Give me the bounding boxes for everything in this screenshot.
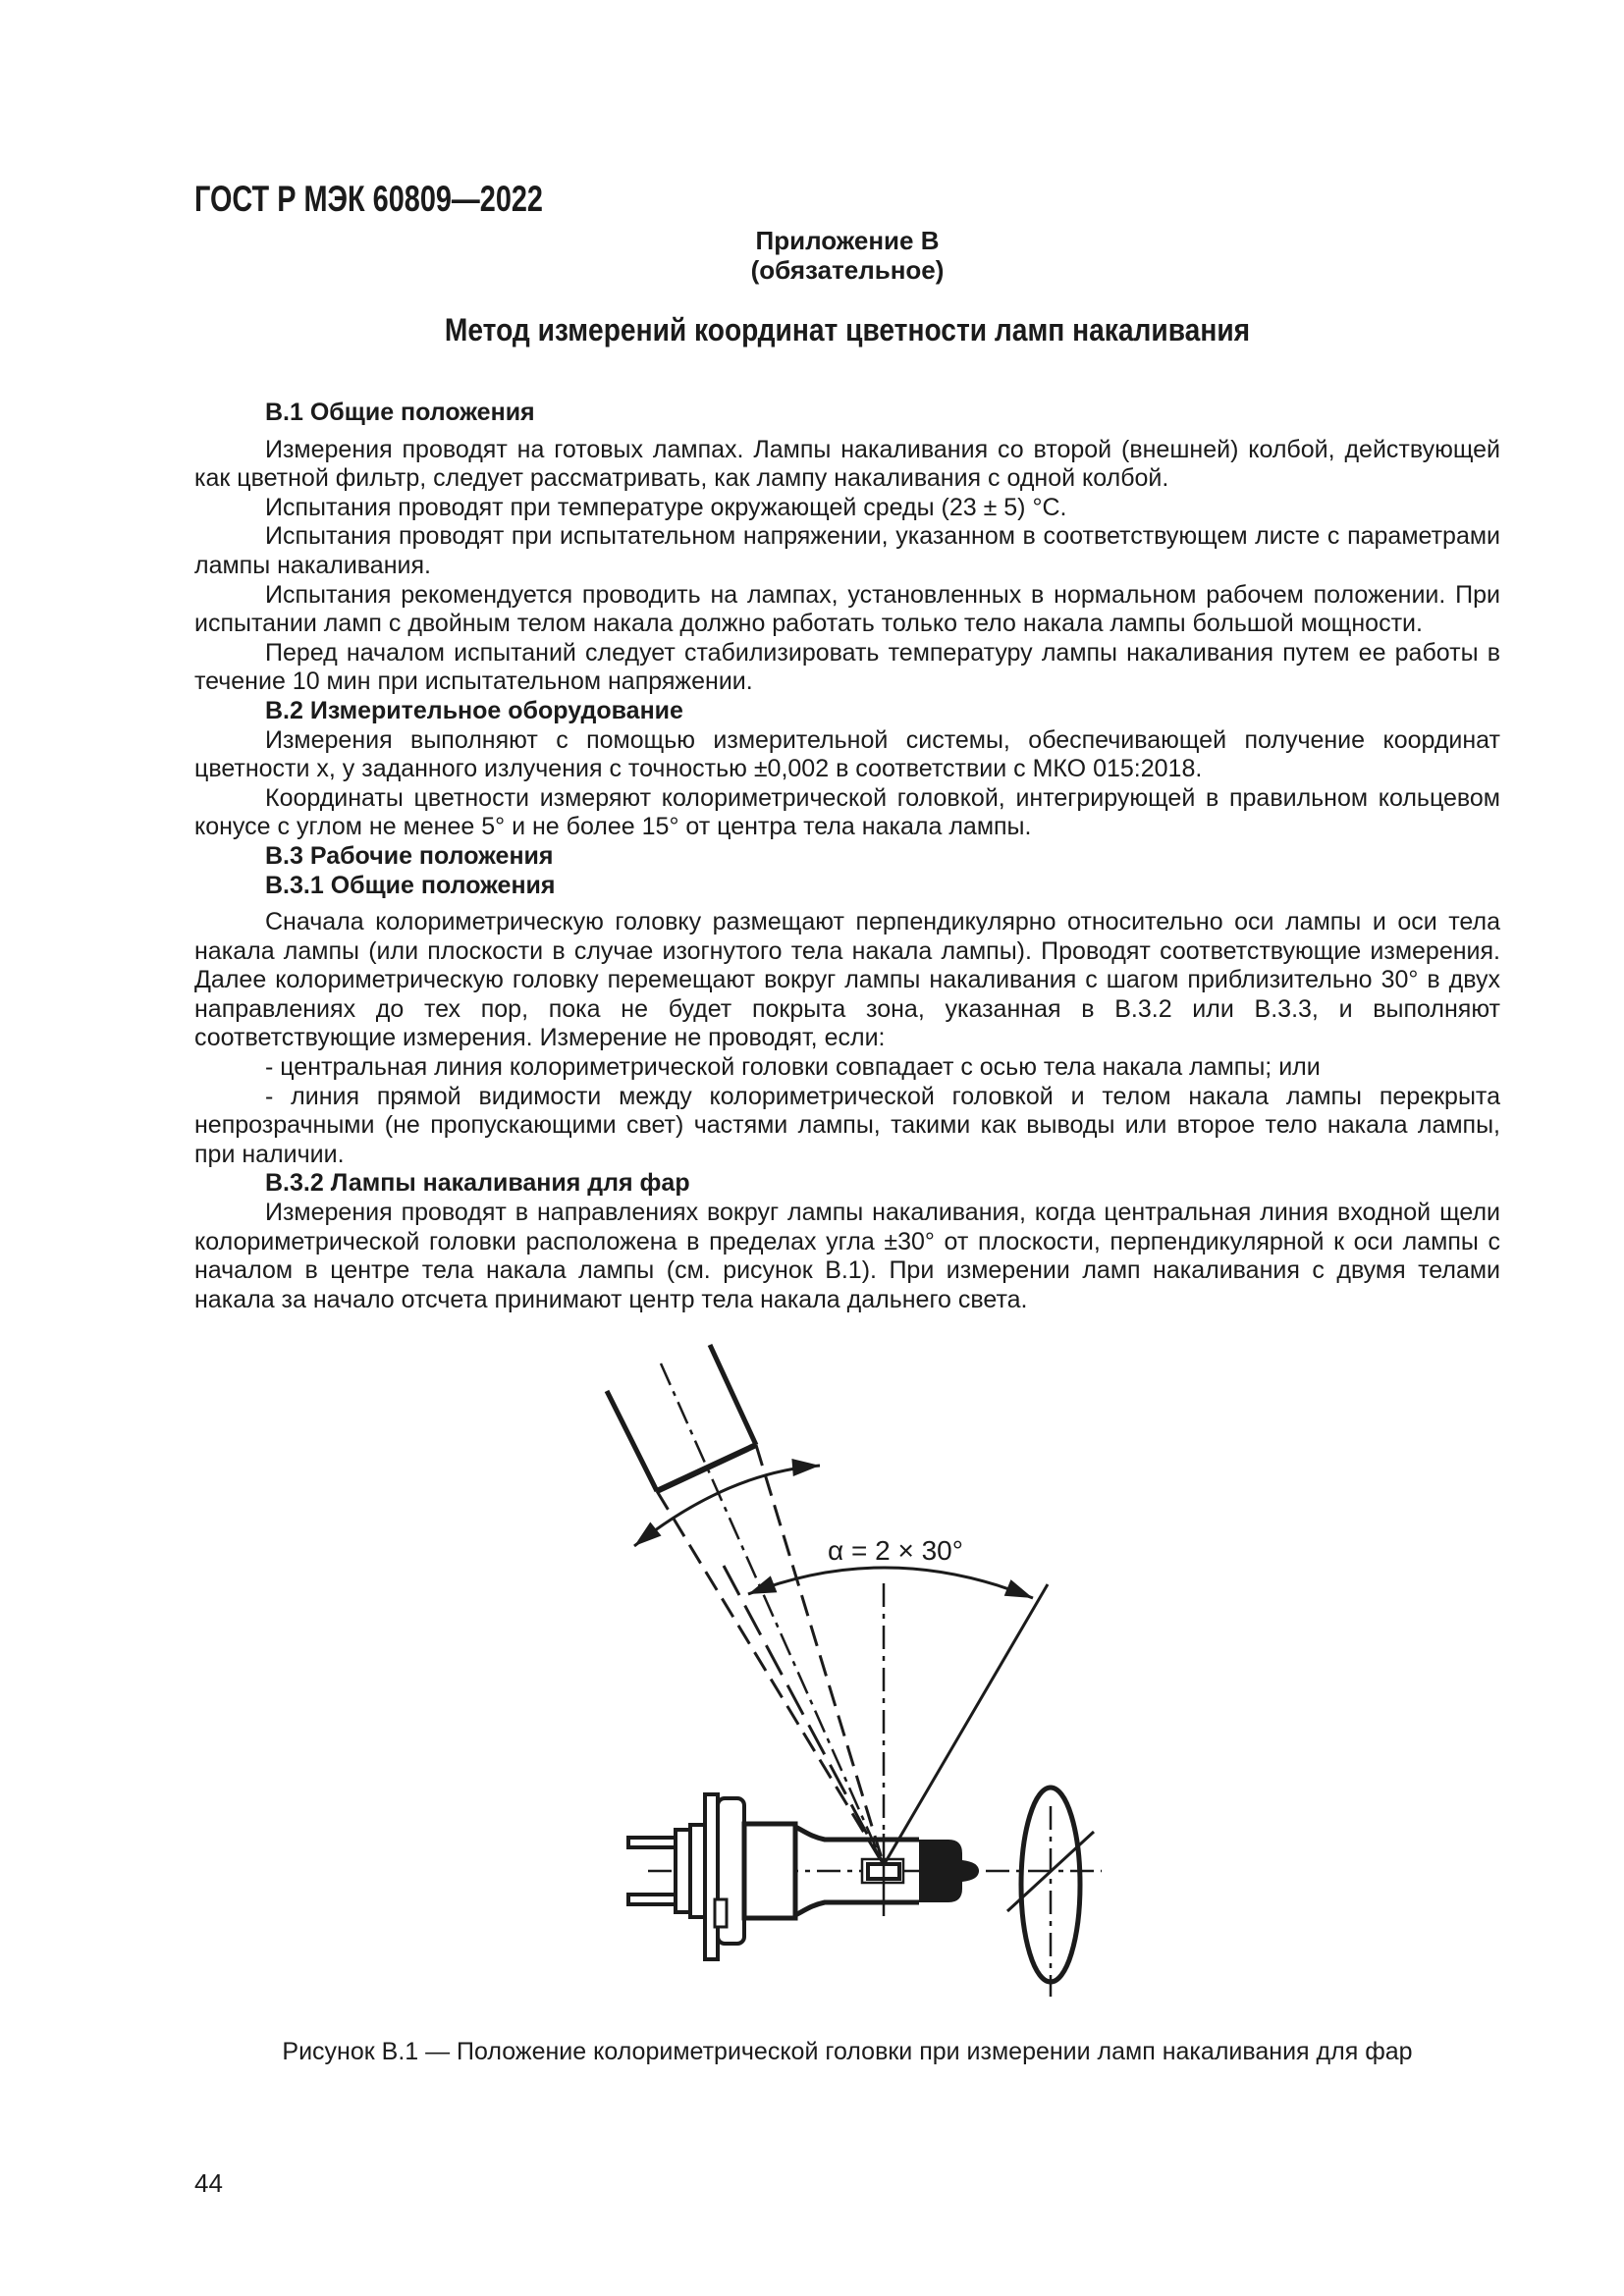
section-heading-b32: В.3.2 Лампы накаливания для фар — [265, 1169, 690, 1198]
angle-label: α = 2 × 30° — [828, 1535, 963, 1566]
list-item: - линия прямой видимости между колориметрической головкой и телом накала лампы перекрыта непрозрачными (не пропускающими свет) частями лампы, такими как выводы или второе тело накала лампы, при наличии. — [194, 1082, 1500, 1168]
angle-boundary-line — [884, 1584, 1048, 1865]
document-header: ГОСТ Р МЭК 60809—2022 — [194, 179, 543, 219]
lamp-black-tip-cap — [919, 1840, 979, 1902]
figure-b1-drawing — [422, 1330, 1149, 2027]
sight-line-right — [756, 1445, 884, 1865]
paragraph: Координаты цветности измеряют колориметрической головкой, интегрирующей в правильном кольцевом конусе с углом не менее 5° и не более 15° от центра тела накала лампы. — [194, 783, 1500, 841]
lamp-drawing — [628, 1794, 979, 1959]
angle-arrow-left-head — [748, 1575, 777, 1594]
swing-arrow-left-head — [634, 1522, 662, 1547]
lamp-pin-lower — [628, 1895, 677, 1904]
appendix-title: Метод измерений координат цветности ламп накаливания — [444, 312, 1251, 347]
paragraph: Перед началом испытаний следует стабилизировать температуру лампы накаливания путем ее работы в течение 10 мин при испытательном напряжении. — [194, 638, 1500, 696]
lamp-pin-block — [676, 1830, 690, 1912]
appendix-label: Приложение В — [755, 226, 940, 255]
sight-line-middle — [724, 1566, 884, 1865]
paragraph: Измерения проводят на готовых лампах. Лампы накаливания со второй (внешней) колбой, действующей как цветной фильтр, следует рассматривать, как лампу накаливания с одной колбой. — [194, 435, 1500, 493]
section-heading-b2: В.2 Измерительное оборудование — [265, 696, 683, 724]
body-text — [194, 399, 1500, 1314]
lamp-keying-lug — [715, 1899, 727, 1927]
angle-arc — [748, 1568, 1033, 1598]
lamp-pin-upper — [628, 1838, 677, 1847]
swing-arc — [634, 1466, 820, 1546]
lamp-bulb-bottom-edge — [795, 1902, 919, 1915]
paragraph: Измерения выполняют с помощью измерительной системы, обеспечивающей получение координат цветности x, y заданного излучения с точностью ±0,002 в соответствии с МКО 015:2018. — [194, 725, 1500, 783]
angle-arrow-right-head — [1004, 1579, 1033, 1598]
section-heading-b31: В.3.1 Общие положения — [265, 871, 556, 899]
list-item: - центральная линия колориметрической головки совпадает с осью тела накала лампы; или — [265, 1053, 1321, 1082]
section-heading-b3: В.3 Рабочие положения — [265, 841, 554, 870]
head-left-side — [607, 1391, 657, 1491]
lamp-pin-block2 — [690, 1825, 705, 1917]
angle-dimension — [748, 1535, 1033, 1598]
lamp-base-cylinder — [744, 1824, 795, 1918]
lens-drawing — [1007, 1788, 1094, 1997]
paragraph: Испытания рекомендуется проводить на лампах, установленных в нормальном рабочем положении. При испытании ламп с двойным телом накала должно работать только тело накала лампы большой мощности. — [194, 580, 1500, 638]
paragraph: Испытания проводят при температуре окружающей среды (23 ± 5) °С. — [265, 493, 1067, 521]
paragraph: Измерения проводят в направлениях вокруг лампы накаливания, когда центральная линия входной щели колориметрической головки расположена в пределах угла ±30° от плоскости, перпендикулярной к оси лампы с началом в центре тела накала лампы (см. рисунок В.1). При измерении ламп накаливания с двумя телами накала за начало отсчета принимают центр тела накала дальнего света. — [194, 1199, 1500, 1313]
paragraph: Сначала колориметрическую головку размещают перпендикулярно относительно оси лампы и оси тела накала лампы (или плоскости в случае изогнутого тела накала лампы). Проводят соответствующие измерения. Далее колориметрическую головку перемещают вокруг лампы накаливания с шагом приблизительно 30° в двух направлениях до тех пор, пока не будет покрыта зона, указанная в В.3.2 или В.3.3, и выполняют соответствующие измерения. Измерение не проводят, если: — [194, 908, 1500, 1052]
head-center-line — [661, 1363, 884, 1865]
section-heading-b1: В.1 Общие положения — [265, 399, 535, 426]
page-number: 44 — [194, 2168, 223, 2198]
swing-arrow-right-head — [791, 1459, 820, 1476]
head-right-side — [710, 1345, 756, 1445]
appendix-status: (обязательное) — [750, 255, 945, 285]
appendix-block — [194, 226, 1500, 285]
figure-caption: Рисунок В.1 — Положение колориметрической головки при измерении ламп накаливания для фар — [282, 2038, 1413, 2065]
paragraph: Испытания проводят при испытательном напряжении, указанном в соответствующем листе с параметрами лампы накаливания. — [194, 522, 1500, 579]
